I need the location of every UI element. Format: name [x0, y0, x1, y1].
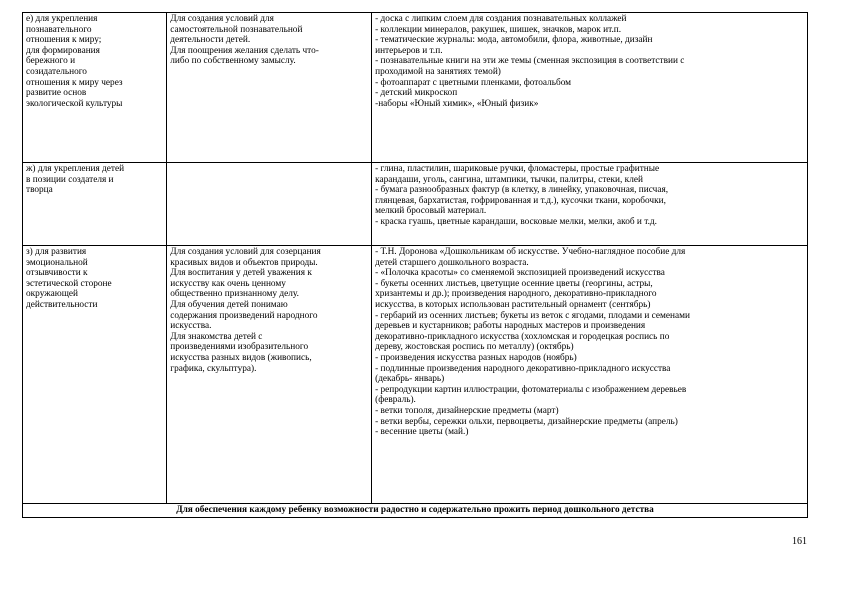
cell-text-line: - доска с липким слоем для создания познавательных коллажей	[375, 14, 627, 24]
cell-text-line: мелкий бросовый материал.	[375, 206, 487, 217]
table-footer-row	[23, 504, 808, 518]
cell-text-line: - детский микроскоп	[375, 88, 458, 99]
cell-text-line: з) для развития	[26, 247, 87, 257]
cell-text-line: в позиции создателя и	[26, 174, 114, 185]
cell-text-line: - ветки тополя, дизайнерские предметы (март)	[375, 405, 559, 416]
cell-text-line: дереву, жостовская роспись по металлу) (октябрь)	[375, 342, 574, 353]
goal-cell	[23, 246, 167, 504]
cell-text-line: интерьеров и т.п.	[375, 45, 443, 56]
cell-text-line: познавательного	[26, 24, 92, 35]
table-row	[23, 13, 808, 163]
cell-text-line: искусству как очень ценному	[170, 278, 286, 289]
conditions-cell	[167, 246, 372, 504]
materials-cell	[372, 246, 808, 504]
cell-text-line: детей старшего дошкольного возраста.	[375, 257, 529, 268]
cell-text-line: деревьев и кустарников; работы народных мастеров и произведения	[375, 321, 646, 332]
cell-text-line: (февраль).	[375, 395, 416, 406]
cell-text-line: деятельности детей.	[170, 35, 251, 46]
cell-text-line: - фотоаппарат с цветными пленками, фотоальбом	[375, 77, 572, 88]
cell-text-line: - букеты осенних листьев, цветущие осенние цветы (георгины, астры,	[375, 278, 653, 289]
cell-text-line: окружающей	[26, 289, 78, 300]
cell-text-line: созидательного	[26, 66, 87, 77]
cell-text-line: глянцевая, бархатистая, гофрированная и т.д.), кусочки ткани, коробочки,	[375, 195, 666, 206]
cell-text-line: искусства.	[170, 321, 212, 332]
cell-text-line: эмоциональной	[26, 257, 88, 268]
cell-text-line: Для обучения детей понимаю	[170, 299, 288, 310]
cell-text-line: графика, скульптура).	[170, 363, 257, 374]
cell-text-line: Для поощрения желания сделать что-	[170, 45, 319, 56]
cell-text-line: - репродукции картин иллюстрации, фотоматериалы с изображением деревьев	[375, 384, 687, 395]
cell-text-line: Для знакомства детей с	[170, 331, 263, 342]
cell-text-line: проходимой на занятиях темой)	[375, 66, 501, 77]
cell-text-line: отношения к миру через	[26, 77, 123, 88]
cell-text-line: ж) для укрепления детей	[26, 164, 125, 174]
cell-text-line: - ветки вербы, сережки ольхи, первоцветы, дизайнерские предметы (апрель)	[375, 416, 678, 427]
cell-text-line: - глина, пластилин, шариковые ручки, фломастеры, простые графитные	[375, 164, 660, 174]
cell-text-line: - бумага разнообразных фактур (в клетку, в линейку, упаковочная, писчая,	[375, 185, 669, 196]
table-footer-text: Для обеспечения каждому ребенку возможности радостно и содержательно прожить период дошкольного детства	[23, 504, 808, 518]
cell-text-line: действительности	[26, 299, 98, 310]
cell-text-line: для формирования	[26, 45, 100, 56]
cell-text-line: искусства разных видов (живопись,	[170, 352, 312, 363]
cell-text-line: е) для укрепления	[26, 14, 98, 24]
cell-text-line: отношения к миру;	[26, 35, 102, 46]
cell-text-line: экологической культуры	[26, 98, 123, 109]
cell-text-line: -наборы «Юный химик», «Юный физик»	[375, 98, 539, 109]
cell-text-line: - коллекции минералов, ракушек, шишек, значков, марок ит.п.	[375, 24, 622, 35]
cell-text-line: эстетической стороне	[26, 278, 112, 289]
conditions-cell	[167, 163, 372, 246]
cell-text-line: бережного и	[26, 56, 76, 67]
cell-text-line: - произведения искусства разных народов (ноябрь)	[375, 352, 577, 363]
cell-text-line: - Т.Н. Доронова «Дошкольникам об искусстве. Учебно-наглядное пособие для	[375, 247, 686, 257]
cell-text-line: хризантемы и др.); произведения народного, декоративно-прикладного	[375, 289, 657, 300]
cell-text-line: отзывчивости к	[26, 268, 88, 279]
page-number: 161	[792, 536, 807, 547]
conditions-cell	[167, 13, 372, 163]
goal-cell	[23, 163, 167, 246]
cell-text-line: Для создания условий для созерцания	[170, 247, 321, 257]
cell-text-line: искусства, в которых использован растительный орнамент (сентябрь)	[375, 299, 651, 310]
table-row	[23, 163, 808, 246]
goal-cell	[23, 13, 167, 163]
cell-text-line: развитие основ	[26, 88, 87, 99]
table-row	[23, 246, 808, 504]
cell-text-line: красивых видов и объектов природы.	[170, 257, 318, 268]
cell-text-line: Для создания условий для	[170, 14, 274, 24]
cell-text-line: - тематические журналы: мода, автомобили, флора, животные, дизайн	[375, 35, 653, 46]
cell-text-line: - краска гуашь, цветные карандаши, восковые мелки, мелки, акоб и т.д.	[375, 216, 657, 227]
materials-cell	[372, 163, 808, 246]
cell-text-line: - гербарий из осенних листьев; букеты из веток с ягодами, плодами и семенами	[375, 310, 690, 321]
cell-text-line: либо по собственному замыслу.	[170, 56, 296, 67]
cell-text-line: самостоятельной познавательной	[170, 24, 303, 35]
cell-text-line: общественно признанному делу.	[170, 289, 299, 300]
cell-text-line: Для воспитания у детей уважения к	[170, 268, 312, 279]
cell-text-line: творца	[26, 185, 53, 196]
materials-cell	[372, 13, 808, 163]
cell-text-line: содержания произведений народного	[170, 310, 318, 321]
cell-text-line: - познавательные книги на эти же темы (сменная экспозиция в соответствии с	[375, 56, 685, 67]
cell-text-line: произведениями изобразительного	[170, 342, 309, 353]
cell-text-line: - весенние цветы (май.)	[375, 427, 469, 438]
content-table	[22, 12, 808, 518]
cell-text-line: (декабрь- январь)	[375, 374, 445, 385]
cell-text-line: - подлинные произведения народного декоративно-прикладного искусства	[375, 363, 671, 374]
cell-text-line: декоративно-прикладного искусства (хохломская и городецкая роспись по	[375, 331, 670, 342]
cell-text-line: карандаши, уголь, сангина, штампики, тычки, палитры, стеки, клей	[375, 174, 643, 185]
cell-text-line: - «Полочка красоты» со сменяемой экспозицией произведений искусства	[375, 268, 665, 279]
